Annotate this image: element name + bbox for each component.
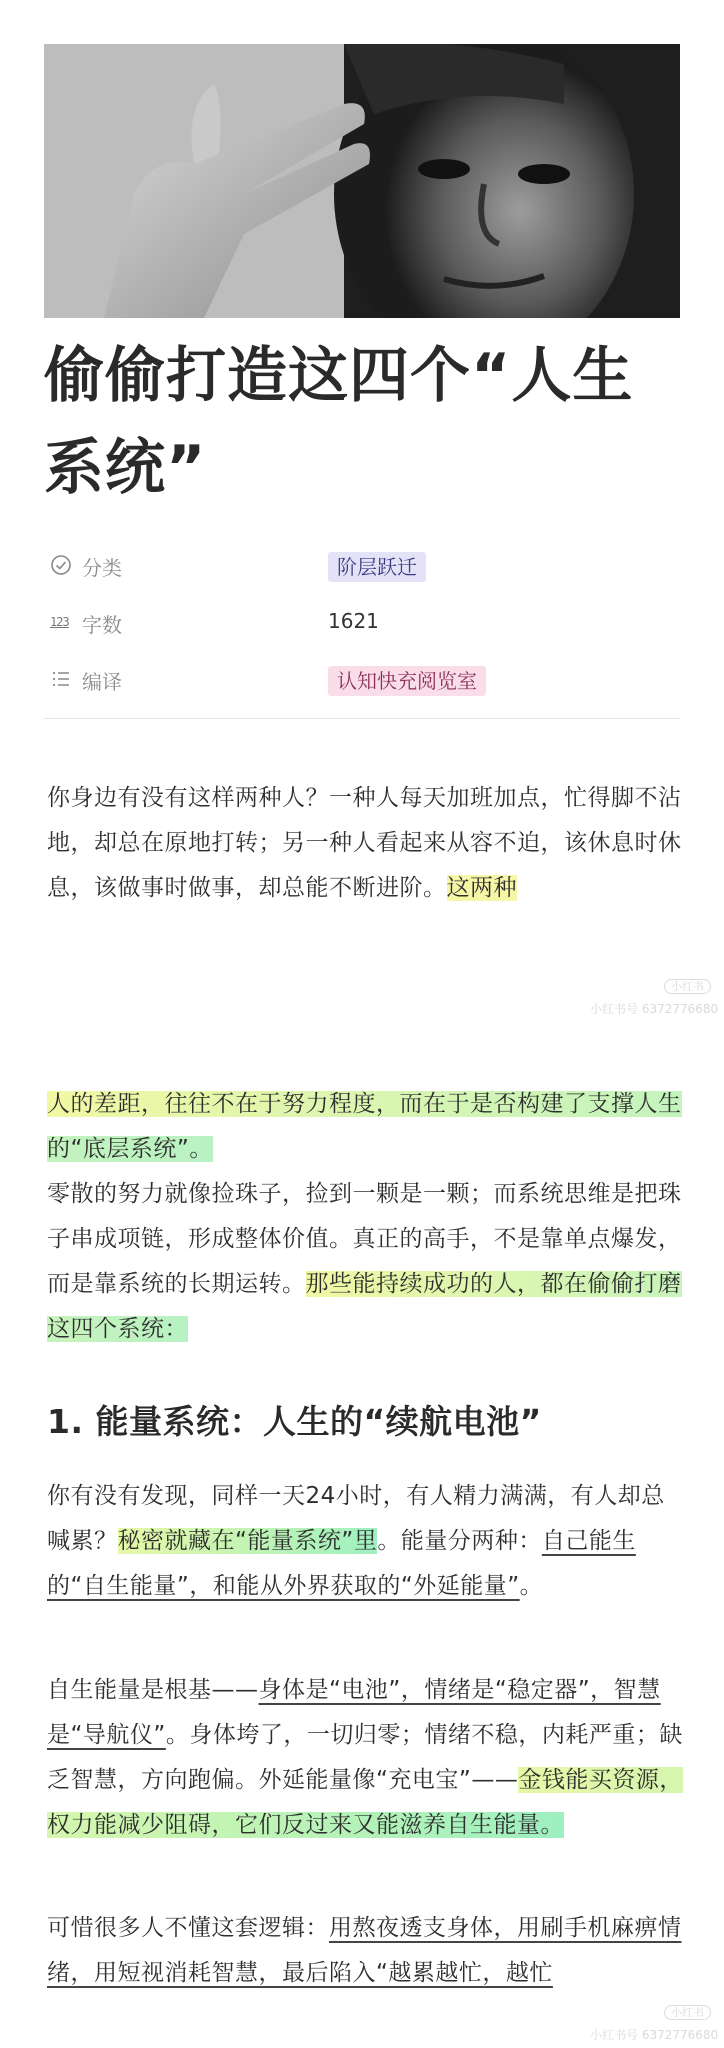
watermark-text: 小红书号 6372776680: [590, 2028, 719, 2042]
divider: [44, 718, 680, 719]
property-key: 字数: [82, 613, 122, 637]
page-title: 偷偷打造这四个“人生系统”: [44, 341, 634, 503]
paragraph-self-energy: 自生能量是根基——身体是“电池”，情绪是“稳定器”，智慧是“导航仪”。身体垮了，一切归零；情绪不稳，内耗严重；缺乏智慧，方向跑偏。外延能量像“充电宝”——金钱能买资源，权力能减少阻碍，它们反过来又能滋养自生能量。: [47, 1677, 683, 1838]
highlight: 那些能持续成功的人，都在偷偷打磨这四个系统：: [47, 1271, 682, 1342]
portrait-illustration: [44, 44, 680, 318]
compiler-tag[interactable]: 认知快充阅览室: [328, 666, 486, 696]
underline-text: 身体是“电池”，情绪是“稳定器”，智慧是“导航仪”: [47, 1677, 661, 1748]
watermark-badge: 小红书: [664, 978, 711, 994]
highlight: 金钱能买资源，权力能减少阻碍，它们反过来又能滋养自生能量。: [47, 1767, 683, 1838]
highlight: 这两种: [446, 875, 517, 901]
watermark-text: 小红书号 6372776680: [590, 1002, 719, 1016]
wordcount-value: 1621: [328, 609, 379, 633]
property-key: 编译: [82, 670, 122, 694]
properties-panel: [44, 540, 680, 711]
property-category: [44, 540, 680, 597]
cover-image: [44, 44, 680, 318]
paragraph-system: 零散的努力就像捡珠子，捡到一颗是一颗；而系统思维是把珠子串成项链，形成整体价值。真正的高手，不是靠单点爆发，而是靠系统的长期运转。那些能持续成功的人，都在偷偷打磨这四个系统：: [47, 1181, 682, 1342]
underline-text: 自己能生的“自生能量”，和能从外界获取的“外延能量”: [47, 1528, 636, 1599]
highlight: 人的差距，往往不在于努力程度，而在于是否构建了支撑人生的“底层系统”。: [47, 1091, 682, 1162]
property-key: 分类: [82, 556, 122, 580]
highlight: 秘密就藏在“能量系统”里: [117, 1528, 378, 1554]
category-tag[interactable]: 阶层跃迁: [328, 552, 426, 582]
number-icon: 123: [50, 615, 69, 629]
property-compiler: [44, 654, 680, 711]
paragraph-intro: 你身边有没有这样两种人？一种人每天加班加点，忙得脚不沾地，却总在原地打转；另一种人看起来从容不迫，该休息时休息，该做事时做事，却总能不断进阶。这两种: [47, 785, 682, 901]
property-wordcount: [44, 597, 680, 654]
check-circle-icon: [50, 554, 72, 576]
paragraph-gap: [47, 1082, 687, 1172]
watermark-badge: 小红书: [664, 2004, 711, 2020]
paragraph-logic: 可惜很多人不懂这套逻辑：用熬夜透支身体，用刷手机麻痹情绪，用短视消耗智慧，最后陷入“越累越忙，越忙: [47, 1915, 682, 1986]
section-heading: 1. 能量系统：人生的“续航电池”: [47, 1402, 542, 1441]
list-icon: [50, 668, 72, 690]
paragraph-energy: 你有没有发现，同样一天24小时，有人精力满满，有人却总喊累？秘密就藏在“能量系统”里。能量分两种：自己能生的“自生能量”，和能从外界获取的“外延能量”。: [47, 1483, 665, 1599]
underline-text: 用熬夜透支身体，用刷手机麻痹情绪，用短视消耗智慧，最后陷入“越累越忙，越忙: [47, 1915, 682, 1986]
